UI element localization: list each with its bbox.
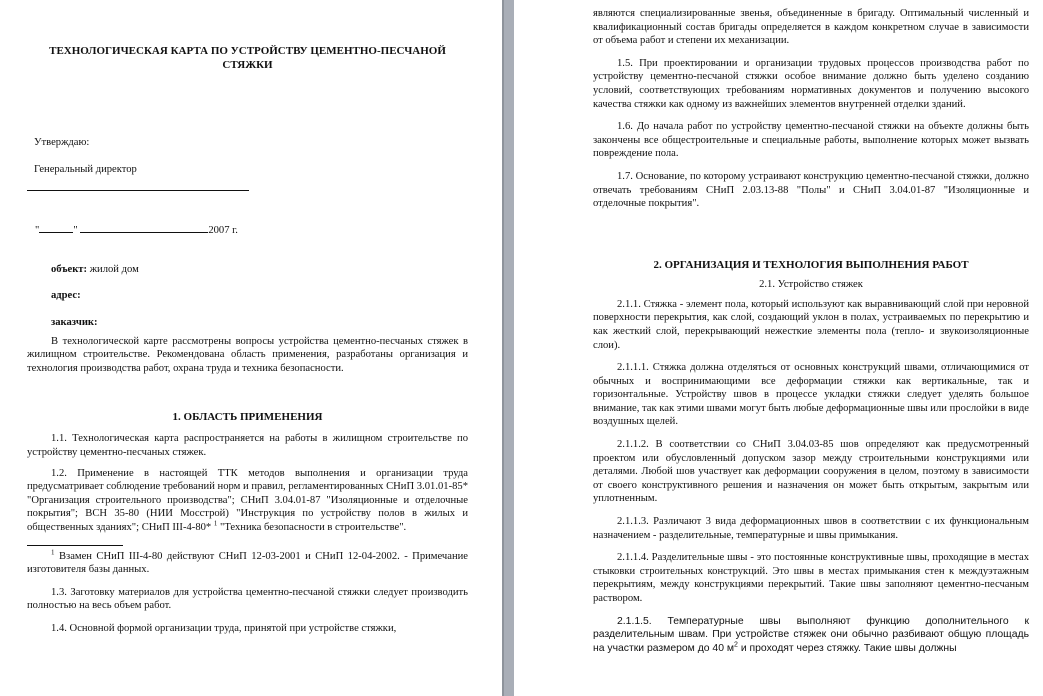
page-gutter	[502, 0, 514, 696]
paragraph-1-4: 1.4. Основной формой организации труда, принятой при устройстве стяжки,	[51, 622, 397, 634]
paragraph-1-4-continued: являются специализированные звенья, объединенные в бригаду. Оптимальный численный и квалификационный состав бригады определяется в каждом конкретном случае в зависимости от объема работ и степени их механизации.	[593, 8, 1029, 47]
paragraph-2-1-1: 2.1.1. Стяжка - элемент пола, который используют как выравнивающий слой при неровной поверхности перекрытия, как слой, создающий уклон в полах, устраиваемых по перекрытию и как жесткий слой, перекрывающий нежесткие элементы пола (тепло- и звукоизоляционные слои).	[593, 298, 1029, 351]
date-quote-open: "	[35, 225, 40, 237]
paragraph-1-3: 1.3. Заготовку материалов для устройства цементно-песчаной стяжки следует производить полностью на весь объем работ.	[27, 586, 468, 612]
object-label: объект:	[51, 263, 88, 275]
section-2-heading: 2. ОРГАНИЗАЦИЯ И ТЕХНОЛОГИЯ ВЫПОЛНЕНИЯ РАБОТ	[653, 258, 969, 271]
date-quote-close: "	[73, 225, 78, 237]
approval-date-line	[27, 223, 468, 238]
paragraph-2-1-1-5: 2.1.1.5. Температурные швы выполняют функцию дополнительного к разделительным швам. При устройстве стяжек они обычно разбивают общую площадь на участки размером до 40 $м^2$ и проходят через стяжку. Такие швы должны	[593, 615, 1029, 654]
footnote-ref[interactable]: 1	[213, 519, 218, 528]
section-2-1-heading: 2.1. Устройство стяжек	[759, 278, 863, 290]
object-value: жилой дом	[89, 263, 139, 275]
customer-label: заказчик:	[51, 316, 98, 328]
director-label: Генеральный директор	[34, 163, 137, 175]
footnote: $^1$ Взамен СНиП III-4-80 действуют СНиП 12-03-2001 и СНиП 12-04-2002. - Примечание изготовителя базы данных.	[27, 547, 468, 576]
square-meter-sup: 2	[734, 641, 738, 649]
object-line	[27, 263, 468, 277]
approve-label: Утверждаю:	[34, 137, 90, 148]
date-year: 2007 г.	[208, 225, 238, 237]
document-page-left	[0, 0, 502, 696]
paragraph-2-1-1-3: 2.1.1.3. Различают 3 вида деформационных швов в соответствии с их функциональным назначением - разделительные, температурные и швы примыкания.	[593, 516, 1029, 541]
section-1-heading: 1. ОБЛАСТЬ ПРИМЕНЕНИЯ	[172, 411, 323, 424]
paragraph-2-1-1-1: 2.1.1.1. Стяжка должна отделяться от основных конструкций швами, отличающимися от обычных и воспринимающими все деформации стяжки как вертикальные, так и горизонтальные. Устройству швов в процессе укладки стяжки следует уделять большое внимание, так как этими швами могут быть любые деформационные швы или прослойки в виде воздушных щелей.	[593, 362, 1029, 428]
paragraph-2-1-1-2: 2.1.1.2. В соответствии со СНиП 3.04.03-85 шов определяют как предусмотренный проектом или обусловленный допуском зазор между строительными конструкциями или деталями. Любой шов участвует как деформации сооружения в целом, поэтому в зависимости от своего конструктивного решения и назначения он может быть открытым, закрытым или уплотненным.	[593, 439, 1029, 505]
paragraph-1-1: 1.1. Технологическая карта распространяется на работы в жилищном строительстве по устройству цементно-песчаных стяжек.	[27, 433, 468, 458]
paragraph-1-6: 1.6. До начала работ по устройству цементно-песчаной стяжки на объекте должны быть закончены все общестроительные и специальные работы, выполнение которых может вызвать повреждение пола.	[593, 121, 1029, 160]
paragraph-1-5: 1.5. При проектировании и организации трудовых процессов производства работ по устройству цементно-песчаной стяжки особое внимание должно быть уделено созданию условий, соответствующих требованиям нормативных документов и получению высокого качества стяжки как одному из важнейших элементов внутренней отделки зданий.	[593, 57, 1029, 110]
paragraph-2-1-1-4: 2.1.1.4. Разделительные швы - это постоянные конструктивные швы, проходящие в местах стыковки строительных конструкций. Это швы в местах примыкания стен к междуэтажным перекрытиям, между конструкциями перекрытий. Такие швы заполняют цементно-песчаным раствором.	[593, 552, 1029, 604]
address-label: адрес:	[51, 290, 81, 302]
document-title: ТЕХНОЛОГИЧЕСКАЯ КАРТА ПО УСТРОЙСТВУ ЦЕМЕНТНО-ПЕСЧАНОЙ СТЯЖКИ	[49, 45, 446, 71]
document-page-right	[514, 0, 1043, 696]
paragraph-1-2: 1.2. Применение в настоящей ТТК методов выполнения и организации труда предусматривает соблюдение требований норм и правил, регламентированных СНиП 3.01.01-85* "Организация строительного производства"; СНиП 3.04.01-87 "Изоляционные и отделочные покрытия"; ВСН 35-80 (НИИ Мосстрой) "Инструкция по устройству полов в жилых и общественных зданиях"; СНиП III-4-80* $^1$ "Техника безопасности в строительстве".	[27, 467, 468, 533]
paragraph-1-7: 1.7. Основание, по которому устраивают конструкцию цементно-песчаной стяжки, должно отвечать требованиям СНиП 2.03.13-88 "Полы" и СНиП 3.04.01-87 "Изоляционные и отделочные покрытия".	[593, 170, 1029, 210]
intro-paragraph: В технологической карте рассмотрены вопросы устройства цементно-песчаных стяжек в жилищном строительстве. Рекомендована область применения, разработаны организация и технология производства работ, охрана труда и техника безопасности.	[27, 335, 468, 374]
